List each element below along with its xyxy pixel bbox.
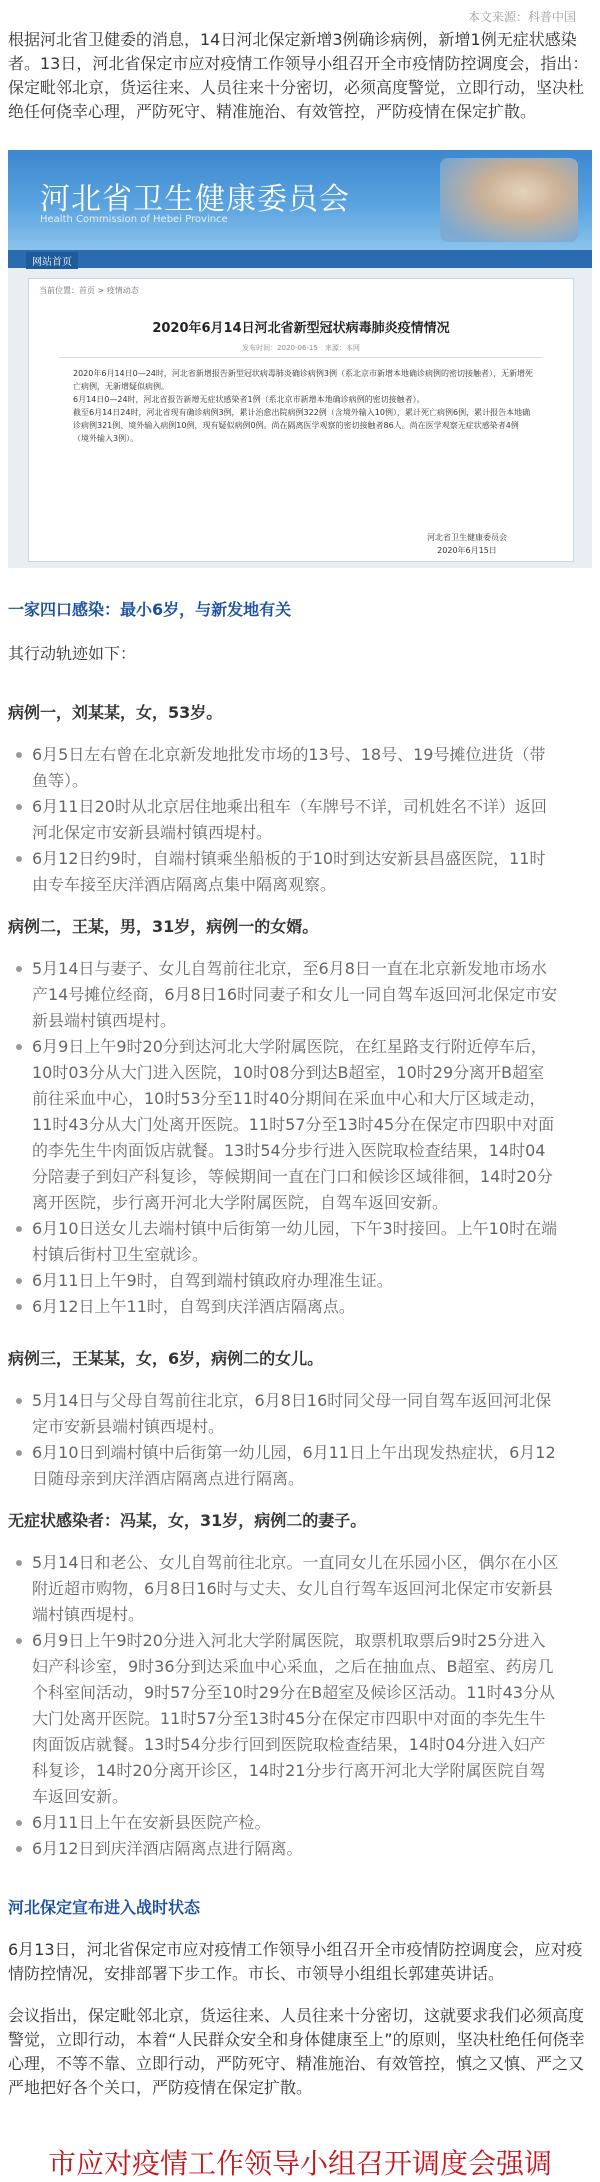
notice-body <box>73 367 533 445</box>
source-credit: 本文来源：科普中国 <box>467 10 576 24</box>
case-title: 病例一，刘某某，女，53岁。 <box>8 703 223 722</box>
list-item: 6月5日左右曾在北京新发地批发市场的13号、18号、19号摊位进货（带鱼等）。 <box>0 742 560 794</box>
list-item: 6月12日到庆洋酒店隔离点进行隔离。 <box>0 1836 560 1862</box>
list-item: 6月11日上午9时，自驾到端村镇政府办理准生证。 <box>0 1268 560 1294</box>
list-item: 6月12日约9时，自端村镇乘坐船板的于10时到达安新县昌盛医院，11时由专车接至庆洋酒店隔离点集中隔离观察。 <box>0 846 560 898</box>
case-title: 无症状感染者：冯某，女，31岁，病例二的妻子。 <box>8 1511 367 1530</box>
case-list <box>0 1550 560 1862</box>
signature-date: 2020年6月15日 <box>437 546 497 555</box>
breadcrumb: 当前位置：首页 > 疫情动态 <box>39 286 139 295</box>
intro-paragraph: 根据河北省卫健委的消息，14日河北保定新增3例确诊病例，新增1例无症状感染者。13日，河北省保定市应对疫情工作领导小组召开全市疫情防控调度会，指出：保定毗邻北京，货运往来、人员往来十分密切，必须高度警觉，立即行动，坚决杜绝任何侥幸心理，严防死守、精准施治、有效管控，严防疫情在保定扩散。 <box>8 30 589 121</box>
list-item: 6月10日送女儿去端村镇中后街第一幼儿园，下午3时接回。上午10时在端村镇后街村卫生室就诊。 <box>0 1216 560 1268</box>
banner-title: 河北省卫生健康委员会 <box>40 182 350 217</box>
site-banner <box>8 150 592 250</box>
notice-paragraph: 截至6月14日24时，河北省现有确诊病例3例，累计治愈出院病例322例（含境外输入10例），累计死亡病例6例，累计报告本地确诊病例321例、境外输入病例10例，现有疑似病例0例。尚在隔离医学观察的密切接触者86人。尚在医学观察无症状感染者4例（境外输入3例）。 <box>73 408 531 443</box>
section-heading-family: 一家四口感染：最小6岁，与新发地有关 <box>8 600 292 619</box>
banner-subtitle: Health Commission of Hebei Province <box>40 214 228 225</box>
wartime-paragraph: 6月13日，河北省保定市应对疫情工作领导小组召开全市疫情防控调度会，应对疫情防控情况，安排部署下步工作。市长、市领导小组组长郭建英讲话。 <box>8 1940 583 1983</box>
list-item: 6月10日到端村镇中后街第一幼儿园，6月11日上午出现发热症状，6月12日随母亲到庆洋酒店隔离点进行隔离。 <box>0 1440 560 1492</box>
notice-title: 2020年6月14日河北省新型冠状病毒肺炎疫情情况 <box>152 321 450 336</box>
case-list <box>0 956 560 1320</box>
wartime-paragraph: 会议指出，保定毗邻北京，货运往来、人员往来十分密切，这就要求我们必须高度警觉，立即行动，本着“人民群众安全和身体健康至上”的原则，坚决杜绝任何侥幸心理，不等不靠、立即行动，严防死守、精准施治、有效管控，慎之又慎、严之又严地把好各个关口，严防疫情在保定扩散。 <box>8 2006 585 2097</box>
case-list <box>0 742 560 898</box>
notice-signature <box>427 531 507 557</box>
list-item: 5月14日与妻子、女儿自驾前往北京，至6月8日一直在北京新发地市场水产14号摊位经商，6月8日16时同妻子和女儿一同自驾车返回河北保定市安新县端村镇西堤村。 <box>0 956 560 1034</box>
site-navbar <box>8 250 592 268</box>
list-item: 6月11日20时从北京居住地乘出租车（车牌号不详，司机姓名不详）返回河北保定市安新县端村镇西堤村。 <box>0 794 560 846</box>
list-item: 5月14日与父母自驾前往北京，6月8日16时同父母一同自驾车返回河北保定市安新县端村镇西堤村。 <box>0 1388 560 1440</box>
notice-paragraph: 6月14日0—24时，河北省报告新增无症状感染者1例（系北京市新增本地确诊病例的密切接触者）。 <box>73 395 425 404</box>
list-item: 6月9日上午9时20分进入河北大学附属医院，取票机取票后9时25分进入妇产科诊室，9时36分到达采血中心采血，之后在抽血点、B超室、药房几个科室间活动，9时57分至10时29分在B超室及候诊区活动。11时43分从大门处离开医院。11时57分至13时45分在保定市四职中对面的李先生牛肉面饭店就餐。13时54分步行回到医院取检查结果，14时04分进入妇产科复诊，14时20分离开诊区，14时21分步行离开河北大学附属医院自驾车返回安新。 <box>0 1628 560 1810</box>
trajectory-intro: 其行动轨迹如下： <box>8 644 137 663</box>
section-heading-wartime: 河北保定宣布进入战时状态 <box>8 1898 201 1917</box>
list-item: 6月11日上午在安新县医院产检。 <box>0 1810 560 1836</box>
case-list <box>0 1388 560 1492</box>
notice-document <box>28 278 574 562</box>
list-item: 5月14日和老公、女儿自驾前往北京。一直同女儿在乐园小区，偶尔在小区附近超市购物，6月8日16时与丈夫、女儿自行驾车返回河北保定市安新县端村镇西堤村。 <box>0 1550 560 1628</box>
notice-meta: 发布时间：2020-06-15 来源：本网 <box>242 344 360 352</box>
banner-photo <box>440 158 578 242</box>
divider <box>59 357 543 358</box>
case-title: 病例三，王某某，女，6岁，病例二的女儿。 <box>8 1349 324 1368</box>
notice-paragraph: 2020年6月14日0—24时，河北省新增报告新型冠状病毒肺炎确诊病例3例（系北京市新增本地确诊病例的密切接触者），无新增死亡病例，无新增疑似病例。 <box>73 369 533 391</box>
case-title: 病例二，王某，男，31岁，病例一的女婿。 <box>8 917 319 936</box>
nav-home-link[interactable]: 网站首页 <box>26 252 78 269</box>
embedded-screenshot <box>8 150 592 568</box>
list-item: 6月12日上午11时，自驾到庆洋酒店隔离点。 <box>0 1294 560 1320</box>
list-item: 6月9日上午9时20分到达河北大学附属医院，在红星路支行附近停车后，10时03分从大门进入医院，10时08分到达B超室，10时29分离开B超室前往采血中心，10时53分至11时40分期间在采血中心和大厅区域走动，11时43分从大门处离开医院。11时57分至13时45分在保定市四职中对面的李先生牛肉面饭店就餐。13时54分步行进入医院取检查结果，14时04分陪妻子到妇产科复诊，等候期间一直在门口和候诊区域徘徊，14时20分离开医院，步行离开河北大学附属医院，自驾车返回安新。 <box>0 1034 560 1216</box>
signature-org: 河北省卫生健康委员会 <box>427 533 507 542</box>
bottom-heading: 市应对疫情工作领导小组召开调度会强调 <box>47 2147 552 2180</box>
